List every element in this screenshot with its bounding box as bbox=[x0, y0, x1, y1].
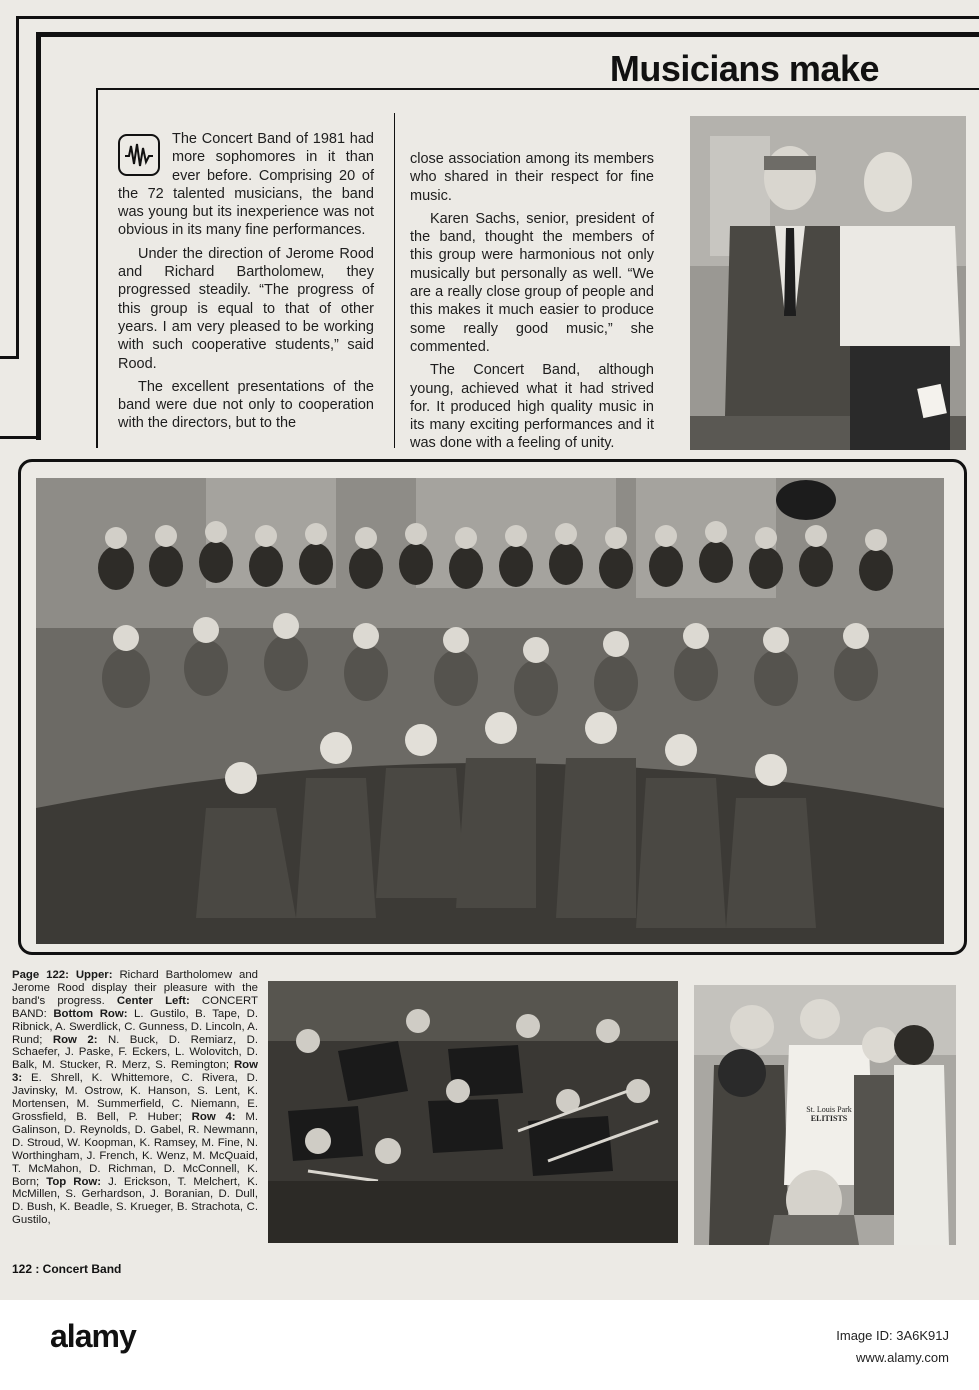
article-column-2 bbox=[410, 150, 654, 458]
bottom-rule-inner bbox=[0, 436, 41, 439]
watermark-image-id: Image ID: 3A6K91J bbox=[836, 1328, 949, 1343]
column-divider bbox=[394, 113, 395, 448]
col2-paragraph-1: close association among its members who shared in their respect for fine music. bbox=[410, 151, 654, 204]
col1-paragraph-2: Under the direction of Jerome Rood and Richard Bartholomew, they progressed steadily. “The progress of this group is equal to that of other years. I am very pleased to be working with such cooperative students,” said Rood. bbox=[118, 245, 374, 372]
officers-photo bbox=[694, 985, 956, 1245]
col1-paragraph-1: The Concert Band of 1981 had more sophomores in it than ever before. Comprising 20 of the 72 talented musicians, the band was young but its inexperience was not obvious in its many fine performances. bbox=[118, 131, 374, 239]
caption-upper-text: Richard Bartholomew and Jerome Rood display their pleasure with the band's progress. bbox=[12, 969, 258, 1007]
bottom-rule-outer bbox=[0, 356, 19, 359]
caption-center-left-label: Center Left: bbox=[116, 994, 190, 1007]
shirt-line-1: St. Louis Park bbox=[806, 1105, 852, 1114]
caption-row3: E. Shrell, K. Whittemore, C. Rivera, D. Javinsky, M. Ostrow, K. Hanson, S. Lent, K. Mortensen, M. Summerfield, C. Niemann, E. Grossfield, B. Bell, P. Huber; bbox=[12, 1072, 258, 1123]
col2-paragraph-3: The Concert Band, although young, achieved what it had strived for. It produced high quality music in its many exciting performances and it was done with a feeling of unity. bbox=[410, 362, 654, 452]
page-title: Musicians make bbox=[609, 48, 879, 89]
text-box-left bbox=[96, 88, 98, 448]
caption-row2: N. Buck, D. Remiarz, D. Schaefer, J. Paske, F. Eckers, L. Wolovitch, D. Balk, M. Stucker, R. Merz, S. Remington; bbox=[12, 1033, 259, 1072]
top-rule-outer bbox=[16, 16, 979, 19]
caption-top-row-label: Top Row: bbox=[46, 1175, 102, 1188]
page-folio: 122 : Concert Band bbox=[12, 1262, 122, 1276]
article-column-1 bbox=[118, 130, 374, 438]
watermark-site: www.alamy.com bbox=[856, 1350, 949, 1365]
caption-top-row: J. Erickson, T. Melchert, K. McMillen, S. Gerhardson, J. Boranian, D. Dull, D. Bush, K. Beadle, S. Krueger, B. Strachota, C. Gustilo, bbox=[12, 1175, 258, 1227]
shirt-line-2: ELITISTS bbox=[810, 1114, 848, 1123]
watermark-brand: alamy bbox=[50, 1318, 136, 1354]
caption-band-name: CONCERT BAND: bbox=[12, 994, 258, 1020]
col1-paragraph-3: The excellent presentations of the band were due not only to cooperation with the directors, but to the bbox=[118, 378, 374, 432]
caption-row4: M. Galinson, D. Reynolds, D. Gabel, R. Newmann, D. Stroud, W. Koopman, K. Ramsey, M. Fine, N. Worthingham, J. French, K. Wenz, M. McQuaid, T. McMahon, D. Richman, D. McConnell, K. Born; bbox=[12, 1110, 258, 1188]
caption-bottom-row-label: Bottom Row: bbox=[53, 1007, 128, 1020]
left-rule-outer bbox=[16, 16, 19, 359]
band-logo-icon bbox=[118, 134, 160, 176]
photo-caption bbox=[12, 969, 258, 1227]
concert-band-group-photo bbox=[36, 478, 944, 944]
directors-photo bbox=[690, 116, 966, 450]
caption-row4-label: Row 4: bbox=[191, 1110, 236, 1123]
left-rule-inner bbox=[36, 32, 41, 440]
col2-paragraph-2: Karen Sachs, senior, president of the band, thought the members of this group were harmonious not only musically but personally as well. “We are a really close group of people and this makes it much easier to produce some really good music,” she commented. bbox=[410, 210, 654, 355]
caption-bottom-row: L. Gustilo, B. Tape, D. Ribnick, A. Swerdlick, C. Gunness, D. Lincoln, A. Rund; bbox=[12, 1007, 258, 1046]
shirt-text bbox=[794, 1105, 864, 1123]
caption-row3-label: Row 3: bbox=[12, 1059, 258, 1085]
caption-row2-label: Row 2: bbox=[52, 1033, 98, 1046]
caption-page-label: Page 122: Upper: bbox=[12, 969, 113, 981]
watermark-strip bbox=[0, 1300, 979, 1390]
top-rule-inner bbox=[36, 32, 979, 37]
rehearsal-photo bbox=[268, 981, 678, 1243]
